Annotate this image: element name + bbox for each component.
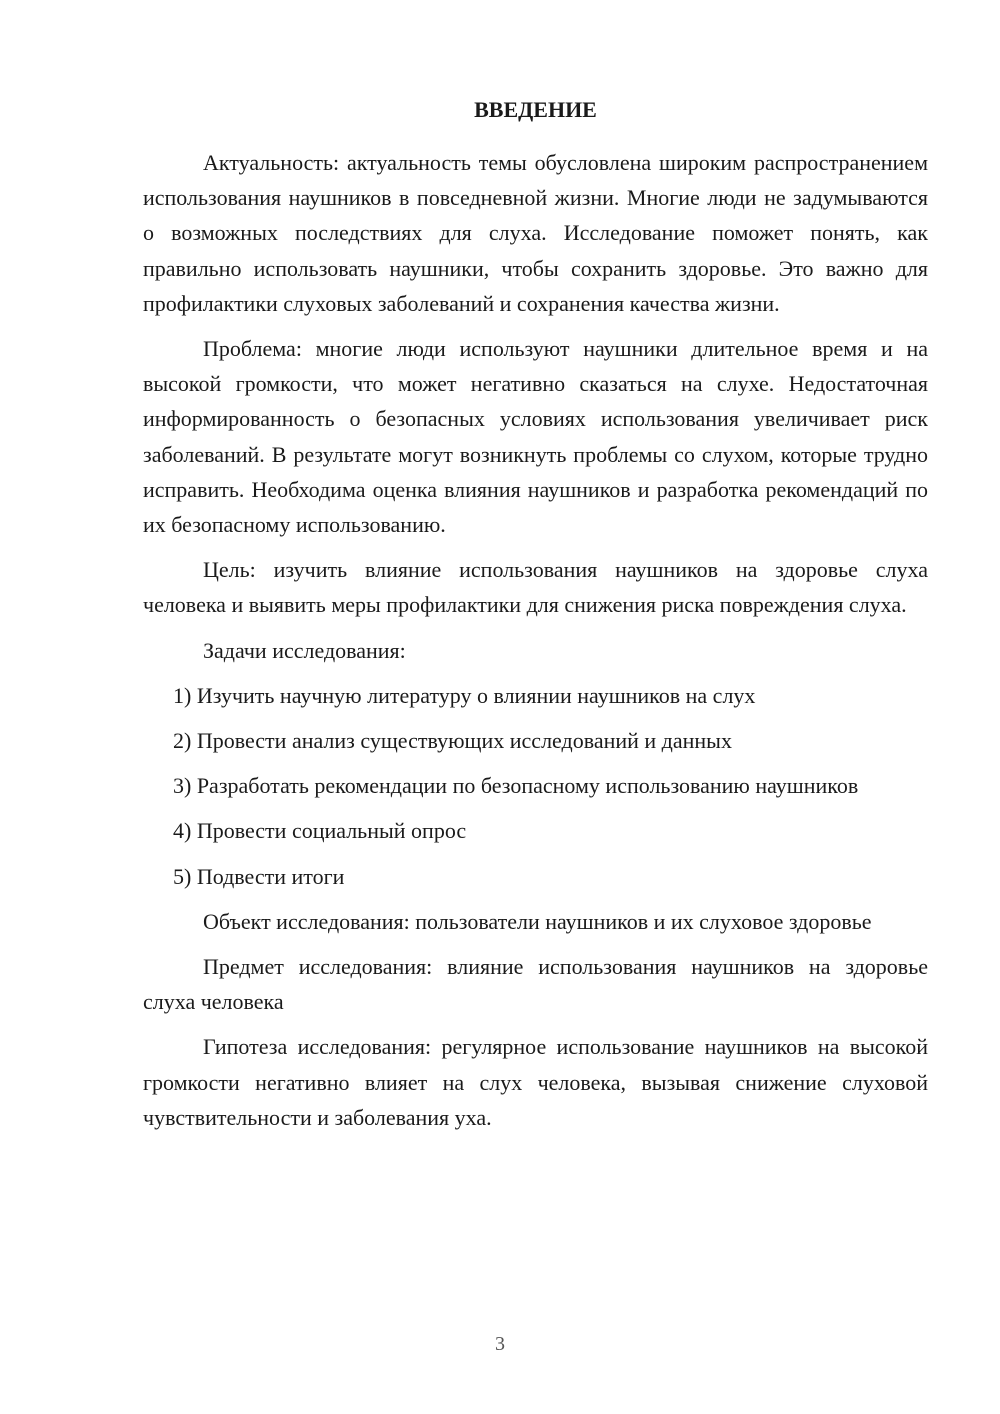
task-item-1: 1) Изучить научную литературу о влиянии наушников на слух [173, 682, 756, 708]
page-number: 3 [495, 1333, 505, 1355]
paragraph-hypothesis: Гипотеза исследования: регулярное использование наушников на высокой громкости негативно влияет на слух человека, вызывая снижение слуховой чувствительности и заболевания уха. [143, 1034, 928, 1130]
task-item-5: 5) Подвести итоги [173, 863, 345, 889]
paragraph-object: Объект исследования: пользователи наушников и их слуховое здоровье [203, 908, 872, 934]
task-item-2: 2) Провести анализ существующих исследований и данных [173, 728, 732, 754]
task-item-4: 4) Провести социальный опрос [173, 818, 467, 844]
paragraph-relevance: Актуальность: актуальность темы обусловлена широким распространением использования наушников в повседневной жизни. Многие люди не задумываются о возможных последствиях для слуха. Исследование поможет понять, как правильно использовать наушники, чтобы сохранить здоровье. Это важно для профилактики слуховых заболеваний и сохранения качества жизни. [143, 150, 928, 316]
tasks-title: Задачи исследования: [203, 637, 406, 663]
paragraph-problem: Проблема: многие люди используют наушники длительное время и на высокой громкости, что может негативно сказаться на слухе. Недостаточная информированность о безопасных условиях использования увеличивает риск заболеваний. В результате могут возникнуть проблемы со слухом, которые трудно исправить. Необходима оценка влияния наушников и разработка рекомендаций по их безопасному использованию. [143, 336, 928, 538]
paragraph-goal: Цель: изучить влияние использования наушников на здоровье слуха человека и выявить меры профилактики для снижения риска повреждения слуха. [143, 557, 928, 618]
task-item-3: 3) Разработать рекомендации по безопасному использованию наушников [173, 773, 859, 799]
paragraph-subject: Предмет исследования: влияние использования наушников на здоровье слуха человека [143, 954, 928, 1015]
section-heading: ВВЕДЕНИЕ [474, 97, 597, 122]
document-page [143, 95, 928, 1145]
